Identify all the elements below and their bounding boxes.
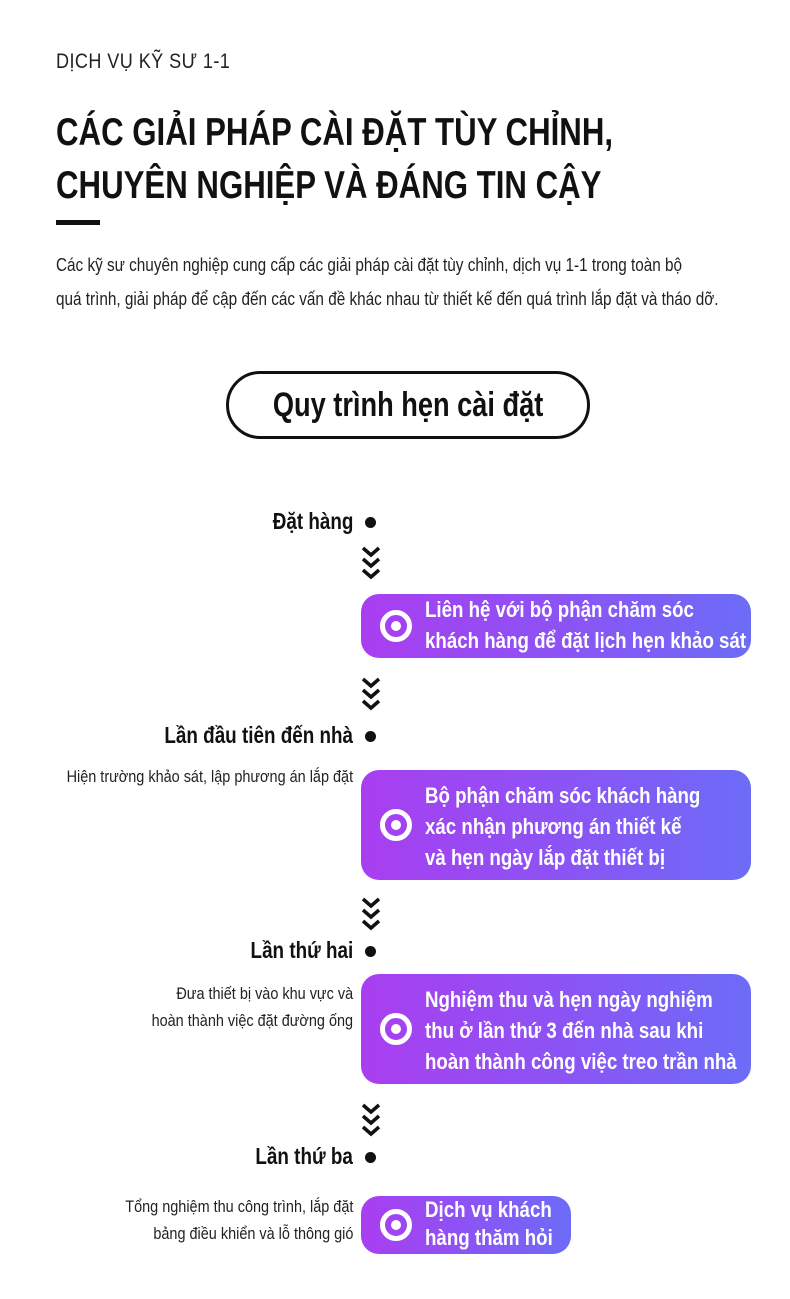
- card-line: khách hàng để đặt lịch hẹn khảo sát: [425, 628, 747, 653]
- step-sub-first-visit: [66, 763, 353, 790]
- page-title: [56, 106, 613, 212]
- chevron-down-icon: [360, 676, 382, 712]
- card-line: Liên hệ với bộ phận chăm sóc: [425, 597, 694, 622]
- step-card-text: [425, 984, 737, 1077]
- step-sub-line: Tổng nghiệm thu công trình, lắp đặt: [124, 1197, 353, 1216]
- card-line: hoàn thành công việc treo trần nhà: [425, 1049, 737, 1074]
- step-label-first-visit: Lần đầu tiên đến nhà: [164, 722, 353, 748]
- target-icon: [380, 809, 412, 841]
- card-line: Bộ phận chăm sóc khách hàng: [425, 783, 701, 808]
- chevron-down-icon: [360, 545, 382, 581]
- step-sub-second-visit: [151, 980, 353, 1034]
- title-line-2: CHUYÊN NGHIỆP VÀ ĐÁNG TIN CẬY: [56, 164, 602, 207]
- step-sub-third-visit: [125, 1193, 353, 1247]
- step-label-third-visit: Lần thứ ba: [255, 1143, 353, 1169]
- step-label-second-visit: Lần thứ hai: [250, 937, 353, 963]
- step-sub-line: hoàn thành việc đặt đường ống: [151, 1011, 353, 1030]
- title-line-1: CÁC GIẢI PHÁP CÀI ĐẶT TÙY CHỈNH,: [56, 111, 614, 154]
- card-line: và hẹn ngày lắp đặt thiết bị: [425, 845, 666, 870]
- card-line: xác nhận phương án thiết kế: [425, 814, 682, 839]
- target-icon: [380, 1013, 412, 1045]
- card-line: thu ở lần thứ 3 đến nhà sau khi: [425, 1018, 704, 1043]
- step-card-text: [425, 594, 746, 656]
- timeline-dot: [365, 946, 376, 957]
- target-icon: [380, 1209, 412, 1241]
- step-card-text: [425, 1196, 553, 1252]
- process-heading-pill: [226, 371, 590, 439]
- timeline-dot: [365, 731, 376, 742]
- timeline-dot: [365, 1152, 376, 1163]
- step-sub-line: Đưa thiết bị vào khu vực và: [176, 984, 353, 1003]
- step-sub-line: Hiện trường khảo sát, lập phương án lắp đặt: [66, 767, 353, 786]
- card-line: Nghiệm thu và hẹn ngày nghiệm: [425, 987, 713, 1012]
- intro-line-1: Các kỹ sư chuyên nghiệp cung cấp các giải pháp cài đặt tùy chỉnh, dịch vụ 1-1 trong toàn bộ: [56, 255, 683, 275]
- section-eyebrow: DỊCH VỤ KỸ SƯ 1-1: [56, 50, 231, 73]
- step-card-3: [361, 974, 751, 1084]
- intro-paragraph: [56, 248, 718, 316]
- title-underline: [56, 220, 100, 225]
- card-line: hàng thăm hỏi: [425, 1225, 553, 1250]
- step-sub-line: bảng điều khiển và lỗ thông gió: [152, 1224, 353, 1243]
- timeline-dot: [365, 517, 376, 528]
- step-label-order: Đặt hàng: [272, 508, 353, 534]
- process-heading: Quy trình hẹn cài đặt: [272, 385, 544, 424]
- target-icon: [380, 610, 412, 642]
- intro-line-2: quá trình, giải pháp để cập đến các vấn đề khác nhau từ thiết kế đến quá trình lắp đặt và tháo dỡ.: [56, 289, 719, 309]
- step-card-2: [361, 770, 751, 880]
- chevron-down-icon: [360, 896, 382, 932]
- step-card-text: [425, 780, 700, 873]
- chevron-down-icon: [360, 1102, 382, 1138]
- step-card-1: [361, 594, 751, 658]
- card-line: Dịch vụ khách: [425, 1197, 552, 1222]
- step-card-4: [361, 1196, 571, 1254]
